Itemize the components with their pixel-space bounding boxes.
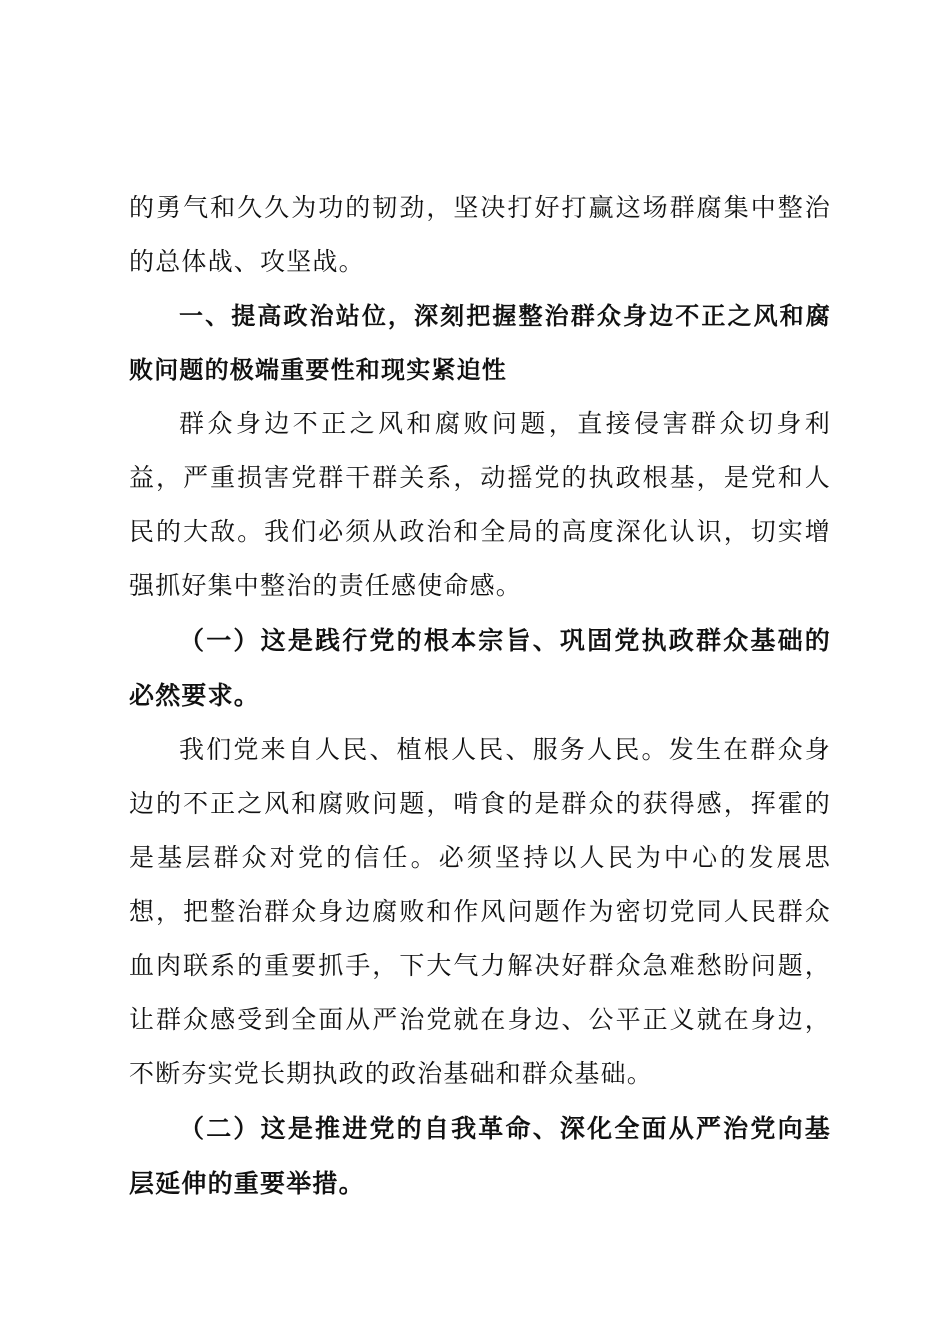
paragraph-body-1: 群众身边不正之风和腐败问题，直接侵害群众切身利益，严重损害党群干群关系，动摇党的执政根基，是党和人民的大敌。我们必须从政治和全局的高度深化认识，切实增强抓好集中整治的责任感使命感。 xyxy=(129,409,831,600)
paragraph-body-2: 我们党来自人民、植根人民、服务人民。发生在群众身边的不正之风和腐败问题，啃食的是群众的获得感，挥霍的是基层群众对党的信任。必须坚持以人民为中心的发展思想，把整治群众身边腐败和作风问题作为密切党同人民群众血肉联系的重要抓手，下大气力解决好群众急难愁盼问题，让群众感受到全面从严治党就在身边、公平正义就在身边，不断夯实党长期执政的政治基础和群众基础。 xyxy=(129,735,831,1088)
subsection-heading-2: （二）这是推进党的自我革命、深化全面从严治党向基层延伸的重要举措。 xyxy=(129,1114,831,1198)
subsection-heading-1: （一）这是践行党的根本宗旨、巩固党执政群众基础的必然要求。 xyxy=(129,626,831,710)
section-heading-1: 一、提高政治站位，深刻把握整治群众身边不正之风和腐败问题的极端重要性和现实紧迫性 xyxy=(129,302,831,384)
document-page xyxy=(129,181,831,1211)
paragraph-continuation: 的勇气和久久为功的韧劲，坚决打好打赢这场群腐集中整治的总体战、攻坚战。 xyxy=(129,193,831,276)
